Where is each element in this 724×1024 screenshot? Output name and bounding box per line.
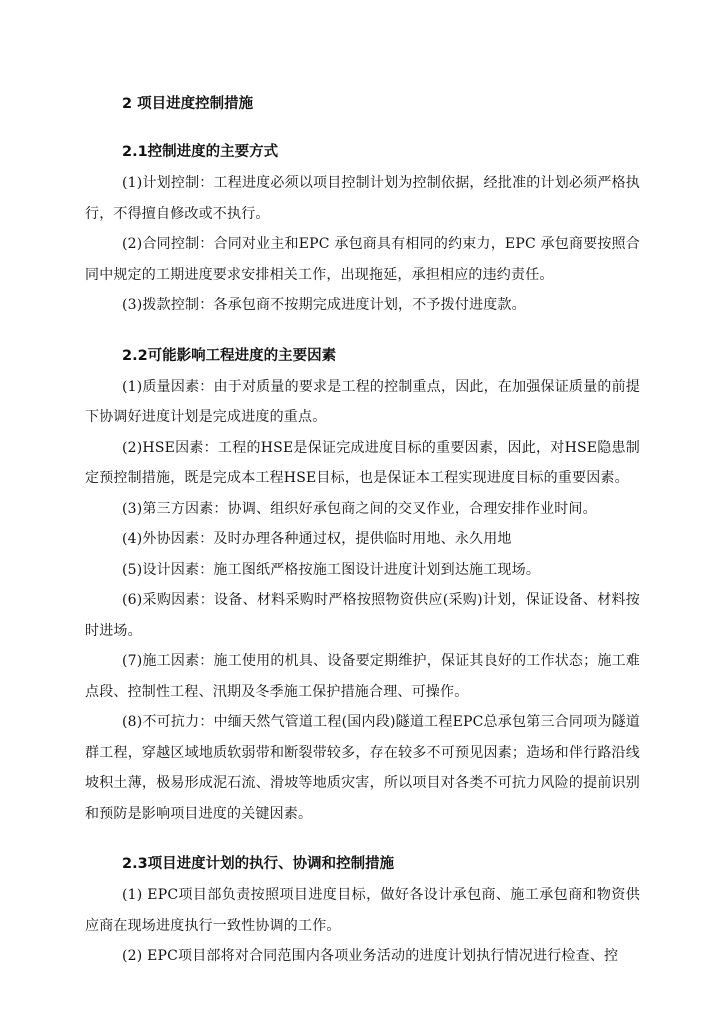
paragraph: (3)拨款控制：各承包商不按期完成进度计划，不予拨付进度款。 [122,297,526,313]
section-heading: 2.3项目进度计划的执行、协调和控制措施 [122,856,395,872]
paragraph: (4)外协因素：及时办理各种通过权，提供临时用地、永久用地 [122,531,512,547]
section-2-1 [85,141,640,321]
paragraph: (6)采购因素：设备、材料采购时严格按照物资供应(采购)计划，保证设备、材料按时进场。 [85,592,640,639]
section-body [85,880,640,972]
paragraph: (1)质量因素：由于对质量的要求是工程的控制重点，因此，在加强保证质量的前提下协调好进度计划是完成进度的重点。 [85,378,640,425]
section-2-3 [85,853,640,972]
paragraph: (8)不可抗力：中缅天然气管道工程(国内段)隧道工程EPC总承包第三合同项为隧道群工程，穿越区域地质软弱带和断裂带较多，存在较多不可预见因素；造场和伴行路沿线坡积土薄，极易形成泥石流、滑坡等地质灾害，所以项目对各类不可抗力风险的提前识别和预防是影响项目进度的关键因素。 [85,714,640,822]
paragraph: (2)合同控制：合同对业主和EPC 承包商具有相同的约束力，EPC 承包商要按照合同中规定的工期进度要求安排相关工作，出现拖延，承担相应的违约责任。 [85,236,640,283]
paragraph: (3)第三方因素：协调、组织好承包商之间的交叉作业，合理安排作业时间。 [122,500,597,517]
section-heading: 2.2可能影响工程进度的主要因素 [122,347,337,364]
section-2-2 [85,345,640,830]
paragraph: (1)计划控制：工程进度必须以项目控制计划为控制依据，经批准的计划必须严格执行，不得擅自修改或不执行。 [85,175,640,222]
document-title: 2 项目进度控制措施 [122,96,254,112]
paragraph: (7)施工因素：施工使用的机具、设备要定期维护，保证其良好的工作状态；施工难点段、控制性工程、汛期及冬季施工保护措施合理、可操作。 [85,653,640,700]
section-heading: 2.1控制进度的主要方式 [122,144,279,160]
section-body [85,168,640,321]
section-body [85,372,640,830]
paragraph: (2)HSE因素：工程的HSE是保证完成进度目标的重要因素，因此，对HSE隐患制定预控制措施，既是完成本工程HSE目标，也是保证本工程实现进度目标的重要因素。 [85,439,640,486]
paragraph: (1) EPC项目部负责按照项目进度目标，做好各设计承包商、施工承包商和物资供应商在现场进度执行一致性协调的工作。 [85,887,640,934]
paragraph: (2) EPC项目部将对合同范围内各项业务活动的进度计划执行情况进行检查、控 [122,948,619,964]
paragraph: (5)设计因素：施工图纸严格按施工图设计进度计划到达施工现场。 [122,561,541,578]
